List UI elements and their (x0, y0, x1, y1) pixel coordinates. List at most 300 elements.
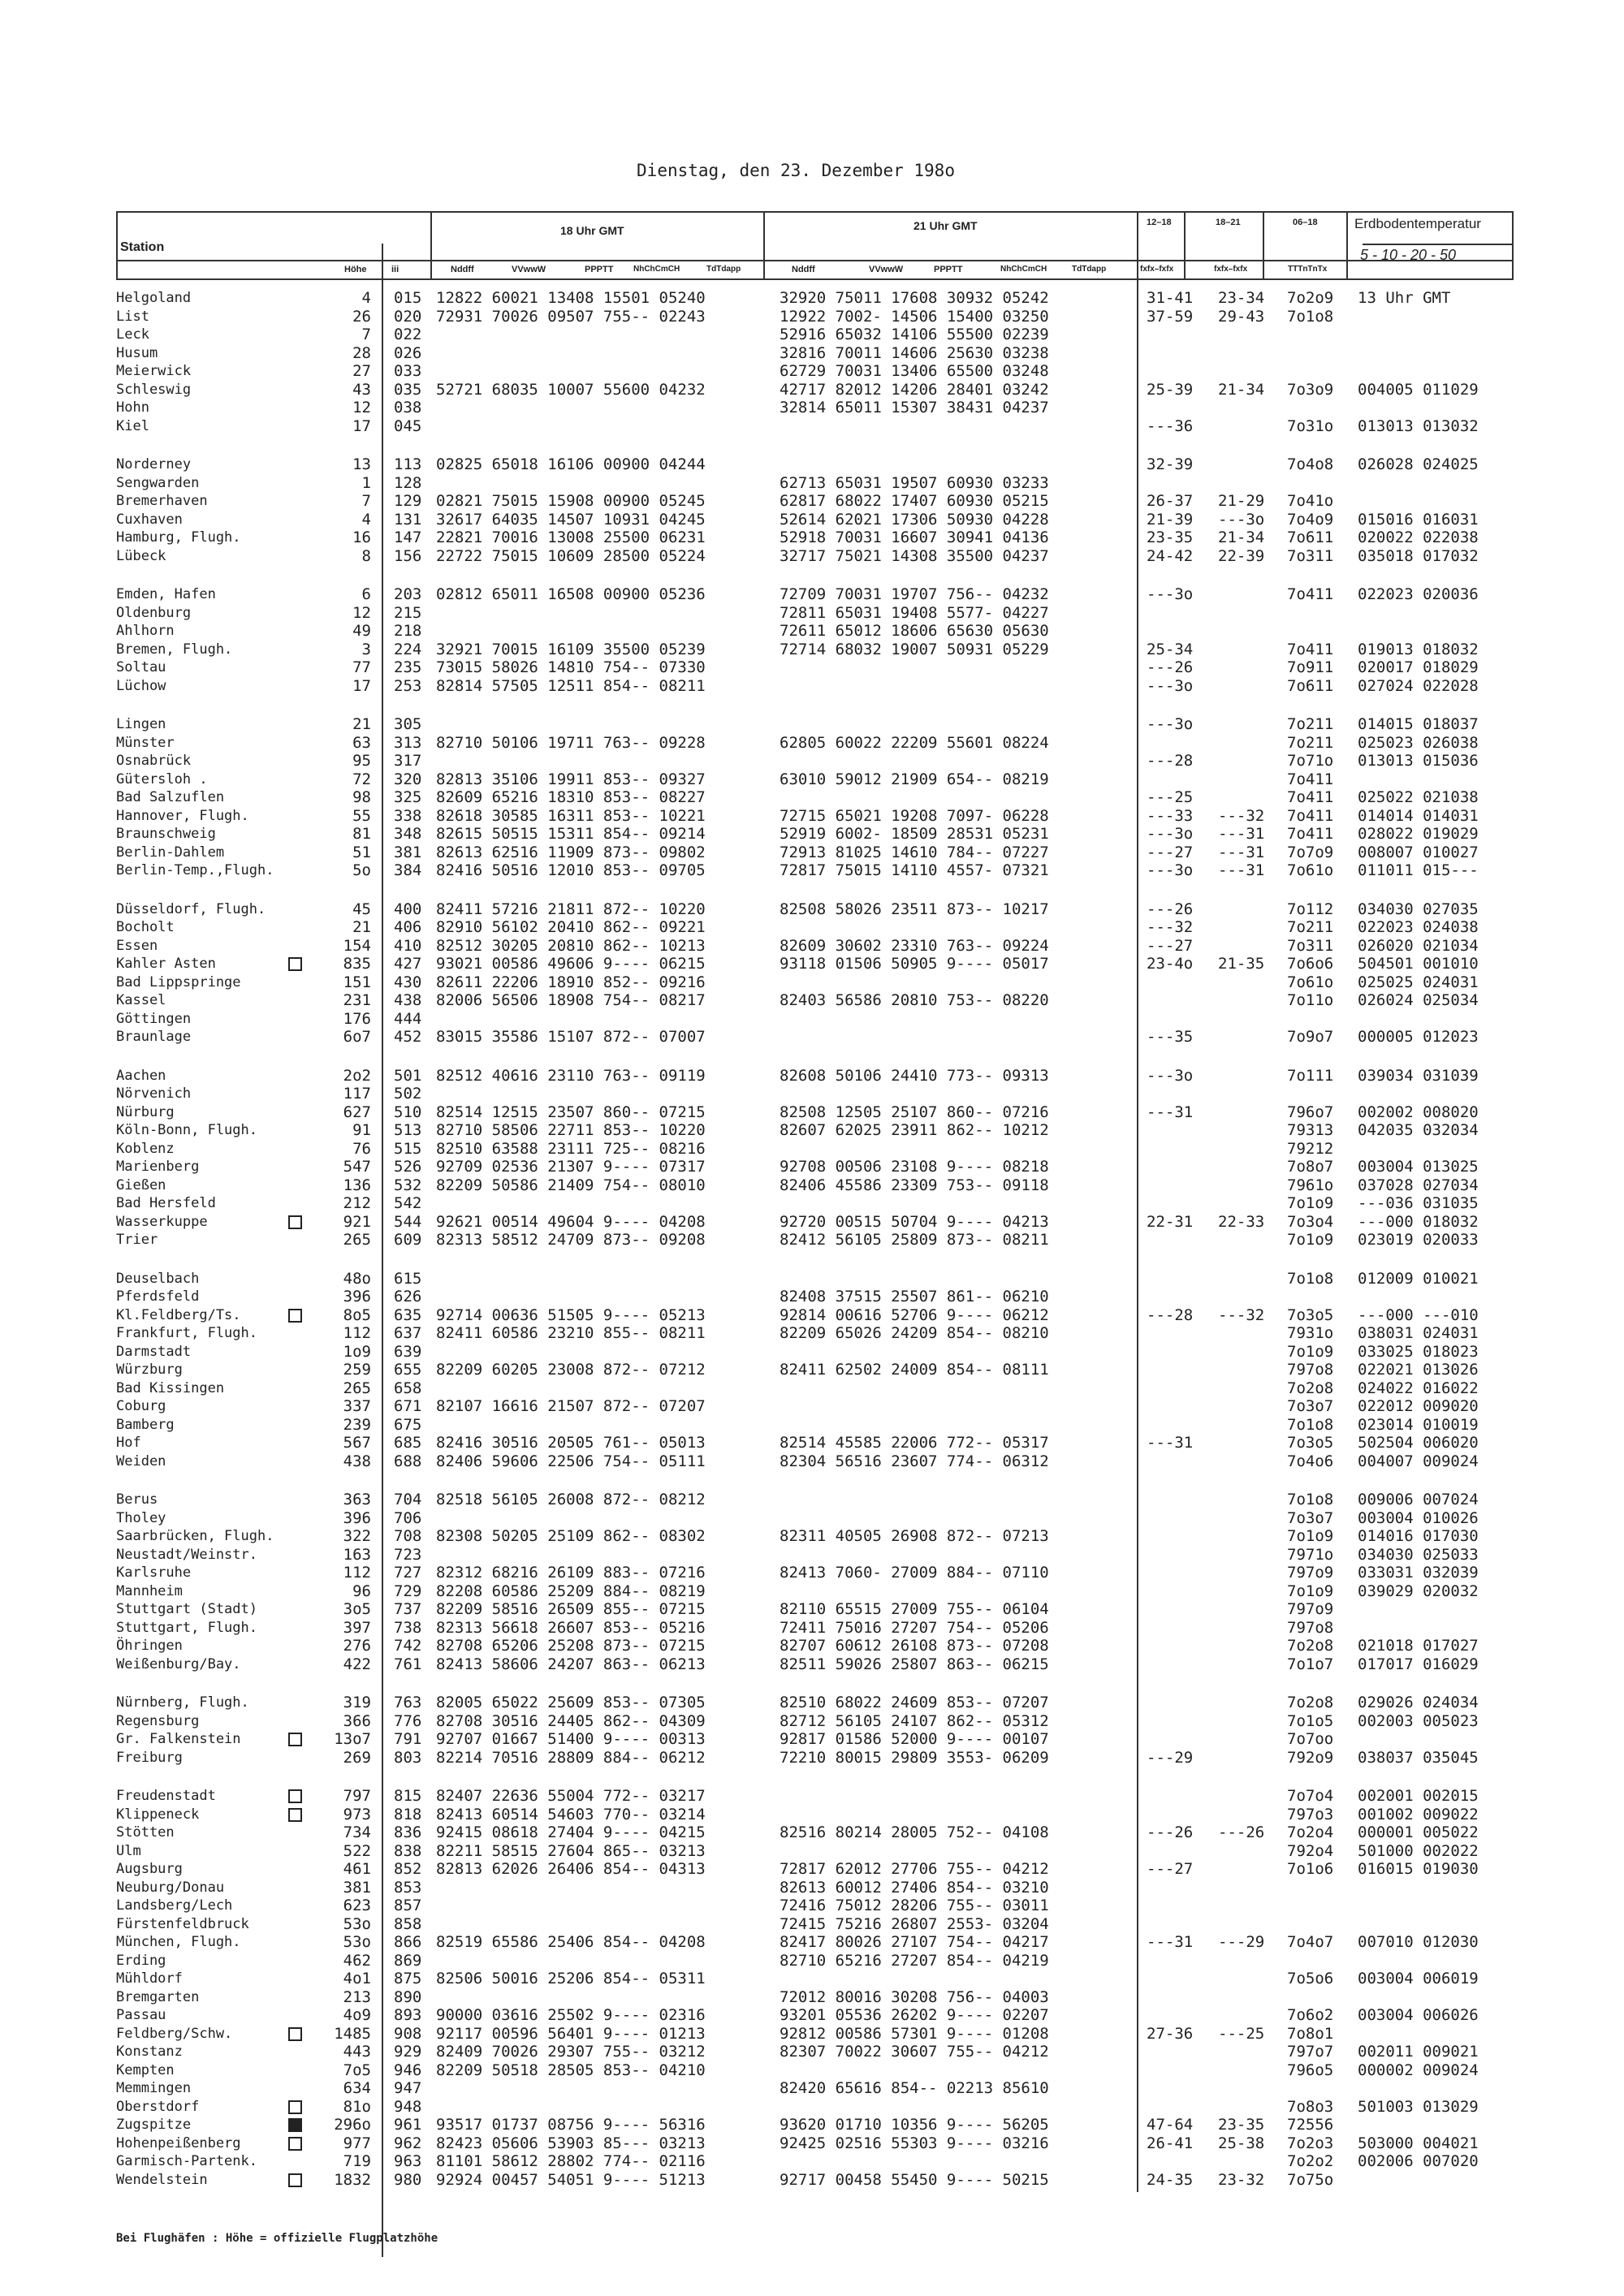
soil-temps: 504501 001010 (1358, 955, 1479, 973)
soil-temps: 013013 015036 (1358, 752, 1479, 770)
period-1218: ---26 (1147, 1823, 1194, 1841)
station-name: Ahlhorn (116, 623, 175, 639)
table-row (0, 1452, 1624, 1470)
table-row (0, 1988, 1624, 2006)
obs-18gmt: 92415 08618 27404 9---- 04215 (436, 1823, 706, 1841)
station-name: Kl.Feldberg/Ts. (116, 1306, 241, 1323)
obs-18gmt: 82518 56105 26008 872-- 08212 (436, 1491, 706, 1508)
soil-temps: 501000 002022 (1358, 1841, 1479, 1860)
obs-21gmt: 82511 59026 25807 863-- 06215 (780, 1655, 1049, 1673)
station-number: 738 (394, 1618, 422, 1637)
station-hoehe: 48o (343, 1269, 371, 1288)
soil-temps: ---036 031035 (1358, 1194, 1479, 1212)
station-hoehe: 462 (343, 1951, 371, 1970)
table-row (0, 1860, 1624, 1878)
soil-temps: 028022 019029 (1358, 825, 1479, 843)
table-row (0, 1600, 1624, 1618)
table-row (0, 1213, 1624, 1231)
period-1821: 22-39 (1218, 546, 1265, 565)
station-number: 515 (394, 1139, 422, 1158)
temp-extremes: 7o911 (1287, 658, 1334, 676)
obs-21gmt: 62817 68022 17407 60930 05215 (780, 492, 1049, 510)
station-number: 156 (394, 546, 422, 565)
header-21-tt: TdTdapp (1072, 265, 1107, 274)
station-name: List (116, 308, 149, 325)
soil-temps: 000005 012023 (1358, 1028, 1479, 1046)
temp-extremes: 7o611 (1287, 676, 1334, 695)
table-row (0, 1158, 1624, 1176)
station-name: Lingen (116, 716, 166, 732)
table-row (0, 2098, 1624, 2116)
period-1218: 21-39 (1147, 510, 1194, 529)
station-number: 961 (394, 2116, 422, 2134)
table-row (0, 2006, 1624, 2024)
station-name: Stuttgart, Flugh. (116, 1619, 257, 1636)
obs-18gmt: 92924 00457 54051 9---- 51213 (436, 2170, 706, 2189)
obs-18gmt: 82209 58516 26509 855-- 07215 (436, 1600, 706, 1618)
obs-18gmt: 82512 30205 20810 862-- 10213 (436, 936, 706, 955)
table-row (0, 825, 1624, 843)
table-row (0, 1619, 1624, 1637)
station-number: 501 (394, 1066, 422, 1085)
station-number: 869 (394, 1951, 422, 1970)
obs-18gmt: 82411 60586 23210 855-- 08211 (436, 1324, 706, 1342)
soil-temps: 033025 018023 (1358, 1342, 1479, 1361)
station-name: Regensburg (116, 1712, 200, 1729)
obs-18gmt: 93517 01737 08756 9---- 56316 (436, 2116, 706, 2134)
period-1218: 47-64 (1147, 2116, 1194, 2134)
soil-temps: 037028 027034 (1358, 1176, 1479, 1194)
station-name: Darmstadt (116, 1343, 192, 1360)
station-name: Karlsruhe (116, 1564, 192, 1581)
station-name: Stuttgart (Stadt) (116, 1601, 257, 1617)
station-hoehe: 13 (352, 455, 371, 473)
table-row (0, 1028, 1624, 1046)
obs-18gmt: 82708 65206 25208 873-- 07215 (436, 1637, 706, 1655)
header-18-tt: TdTdapp (706, 265, 741, 274)
station-hoehe: 53o (343, 1933, 371, 1951)
obs-18gmt: 92117 00596 56401 9---- 01213 (436, 2024, 706, 2043)
temp-extremes: 7o2o4 (1287, 1823, 1334, 1841)
station-hoehe: 7 (361, 326, 371, 343)
station-number: 544 (394, 1212, 422, 1231)
table-row (0, 1379, 1624, 1397)
station-hoehe: 269 (343, 1748, 371, 1767)
table-row (0, 861, 1624, 879)
station-hoehe: 634 (343, 2079, 371, 2097)
obs-21gmt: 82712 56105 24107 862-- 05312 (780, 1711, 1049, 1730)
station-number: 836 (394, 1823, 422, 1841)
header-18-ppptt: PPPTT (585, 265, 614, 274)
soil-temps: 016015 019030 (1358, 1860, 1479, 1878)
header-period-0618: 06–18 (1293, 218, 1318, 227)
station-number: 147 (394, 529, 422, 546)
temp-extremes: 7o4o8 (1287, 455, 1334, 473)
temp-extremes: 79313 (1287, 1121, 1334, 1139)
station-name: Münster (116, 734, 175, 751)
station-name: Nürburg (116, 1103, 175, 1120)
station-hoehe: 212 (343, 1194, 371, 1212)
station-number: 325 (394, 788, 422, 806)
station-number: 400 (394, 900, 422, 918)
temp-extremes: 7o411 (1287, 788, 1334, 806)
soil-temps: 003004 010026 (1358, 1508, 1479, 1527)
period-1218: ---3o (1147, 676, 1194, 695)
station-hoehe: 396 (343, 1288, 371, 1306)
header-erdboden: Erdbodentemperatur (1354, 216, 1481, 231)
station-hoehe: 53o (343, 1914, 371, 1933)
station-hoehe: 461 (343, 1860, 371, 1878)
soil-temps: 002001 002015 (1358, 1787, 1479, 1805)
obs-21gmt: 82311 40505 26908 872-- 07213 (780, 1527, 1049, 1545)
station-number: 430 (394, 973, 422, 991)
soil-temps: 002002 008020 (1358, 1103, 1479, 1121)
soil-temps: 000002 009024 (1358, 2061, 1479, 2079)
obs-21gmt: 52614 62021 17306 50930 04228 (780, 510, 1049, 529)
station-hoehe: 5o (352, 861, 371, 879)
station-number: 893 (394, 2006, 422, 2024)
obs-18gmt: 82710 50106 19711 763-- 09228 (436, 733, 706, 752)
period-1821: ---32 (1218, 806, 1265, 825)
temp-extremes: 7o71o (1287, 752, 1334, 770)
station-hoehe: 319 (343, 1694, 371, 1711)
period-1821: ---31 (1218, 843, 1265, 861)
soil-temps: 017017 016029 (1358, 1655, 1479, 1673)
station-number: 852 (394, 1860, 422, 1878)
temp-extremes: 7o2o3 (1287, 2134, 1334, 2152)
obs-21gmt: 92708 00506 23108 9---- 08218 (780, 1158, 1049, 1176)
obs-18gmt: 12822 60021 13408 15501 05240 (436, 289, 706, 307)
obs-21gmt: 82307 70022 30607 755-- 04212 (780, 2043, 1049, 2061)
station-name: Aachen (116, 1067, 166, 1084)
page-title: Dienstag, den 23. Dezember 198o (637, 161, 955, 180)
station-name: Freiburg (116, 1749, 183, 1766)
station-number: 963 (394, 2152, 422, 2170)
station-hoehe: 76 (352, 1139, 371, 1158)
station-number: 348 (394, 825, 422, 843)
station-name: Erding (116, 1952, 166, 1969)
station-number: 723 (394, 1545, 422, 1564)
station-hoehe: 547 (343, 1158, 371, 1176)
obs-18gmt: 82416 30516 20505 761-- 05013 (436, 1434, 706, 1452)
temp-extremes: 7o3o5 (1287, 1434, 1334, 1452)
obs-18gmt: 73015 58026 14810 754-- 07330 (436, 658, 706, 676)
open-square-icon (288, 2027, 302, 2041)
station-hoehe: 12 (352, 603, 371, 622)
temp-extremes: 797o3 (1287, 1805, 1334, 1823)
period-1218: ---3o (1147, 585, 1194, 603)
station-name: Göttingen (116, 1010, 192, 1027)
station-number: 658 (394, 1379, 422, 1397)
table-row (0, 955, 1624, 973)
period-1218: 24-42 (1147, 546, 1194, 565)
temp-extremes: 7o611 (1287, 529, 1334, 546)
obs-21gmt: 82710 65216 27207 854-- 04219 (780, 1951, 1049, 1970)
footnote: Bei Flughäfen : Höhe = offizielle Flugplatzhöhe (116, 2232, 438, 2245)
obs-18gmt: 82413 60514 54603 770-- 03214 (436, 1805, 706, 1823)
station-name: Coburg (116, 1398, 166, 1414)
station-name: Fürstenfeldbruck (116, 1915, 249, 1932)
station-number: 532 (394, 1176, 422, 1194)
station-number: 438 (394, 991, 422, 1009)
station-number: 727 (394, 1564, 422, 1582)
station-number: 526 (394, 1158, 422, 1176)
station-name: Mühldorf (116, 1970, 183, 1987)
station-name: Oldenburg (116, 604, 192, 621)
period-1218: 25-39 (1147, 380, 1194, 399)
station-name: Konstanz (116, 2044, 183, 2060)
period-1218: ---26 (1147, 658, 1194, 676)
station-hoehe: 6 (361, 585, 371, 603)
station-number: 671 (394, 1397, 422, 1415)
soil-temps: 014015 018037 (1358, 715, 1479, 733)
obs-21gmt: 72715 65021 19208 7097- 06228 (780, 806, 1049, 825)
station-hoehe: 921 (343, 1212, 371, 1231)
period-1821: 25-38 (1218, 2134, 1265, 2152)
station-hoehe: 98 (352, 788, 371, 806)
temp-extremes: 797o8 (1287, 1361, 1334, 1379)
period-1821: 23-34 (1218, 289, 1265, 307)
soil-temps: 009006 007024 (1358, 1491, 1479, 1508)
obs-18gmt: 82308 50205 25109 862-- 08302 (436, 1527, 706, 1545)
period-1218: ---25 (1147, 788, 1194, 806)
station-name: Landsberg/Lech (116, 1897, 233, 1914)
table-row (0, 1694, 1624, 1711)
station-hoehe: 51 (352, 843, 371, 861)
temp-extremes: 7o411 (1287, 640, 1334, 658)
period-1821: ---29 (1218, 1933, 1265, 1951)
station-name: Soltau (116, 659, 166, 675)
obs-21gmt: 52916 65032 14106 55500 02239 (780, 326, 1049, 343)
soil-temps: 015016 016031 (1358, 510, 1479, 529)
obs-18gmt: 02812 65011 16508 00900 05236 (436, 585, 706, 603)
obs-18gmt: 90000 03616 25502 9---- 02316 (436, 2006, 706, 2024)
header-period-1218: 12–18 (1147, 218, 1172, 227)
station-name: Memmingen (116, 2080, 192, 2096)
obs-21gmt: 93118 01506 50905 9---- 05017 (780, 955, 1049, 973)
table-row (0, 289, 1624, 307)
table-row (0, 1067, 1624, 1085)
station-name: Nürnberg, Flugh. (116, 1694, 249, 1711)
station-hoehe: 4 (361, 289, 371, 307)
soil-temps: 038031 024031 (1358, 1324, 1479, 1342)
obs-18gmt: 82406 59606 22506 754-- 05111 (436, 1452, 706, 1470)
station-name: Neuburg/Donau (116, 1879, 225, 1896)
station-number: 615 (394, 1269, 422, 1288)
station-hoehe: 7 (361, 492, 371, 510)
open-square-icon (288, 1215, 302, 1229)
temp-extremes: 7o7o9 (1287, 843, 1334, 861)
station-hoehe: 438 (343, 1452, 371, 1470)
header-period-1821: 18–21 (1216, 218, 1241, 227)
temp-extremes: 7o4o6 (1287, 1452, 1334, 1470)
obs-18gmt: 82209 60205 23008 872-- 07212 (436, 1361, 706, 1379)
obs-18gmt: 82407 22636 55004 772-- 03217 (436, 1787, 706, 1805)
station-name: Marienberg (116, 1159, 200, 1175)
station-hoehe: 96 (352, 1582, 371, 1600)
table-row (0, 362, 1624, 380)
obs-18gmt: 32921 70015 16109 35500 05239 (436, 640, 706, 658)
obs-21gmt: 72714 68032 19007 50931 05229 (780, 640, 1049, 658)
station-number: 980 (394, 2170, 422, 2189)
station-hoehe: 231 (343, 991, 371, 1009)
station-number: 635 (394, 1306, 422, 1324)
obs-18gmt: 82313 56618 26607 853-- 05216 (436, 1618, 706, 1637)
temp-extremes: 7o5o6 (1287, 1970, 1334, 1987)
obs-18gmt: 82411 57216 21811 872-- 10220 (436, 900, 706, 918)
obs-21gmt: 92812 00586 57301 9---- 01208 (780, 2024, 1049, 2043)
station-number: 444 (394, 1009, 422, 1028)
station-name: Hannover, Flugh. (116, 807, 249, 824)
station-name: Osnabrück (116, 753, 192, 769)
temp-extremes: 7o1o8 (1287, 307, 1334, 326)
station-hoehe: 627 (343, 1103, 371, 1121)
station-hoehe: 8 (361, 546, 371, 565)
obs-21gmt: 82406 45586 23309 753-- 09118 (780, 1176, 1049, 1194)
station-number: 708 (394, 1527, 422, 1545)
station-name: Bocholt (116, 919, 175, 935)
obs-18gmt: 93021 00586 49606 9---- 06215 (436, 955, 706, 973)
station-number: 218 (394, 622, 422, 640)
soil-temps: 012009 010021 (1358, 1269, 1479, 1288)
obs-18gmt: 81101 58612 28802 774-- 02116 (436, 2152, 706, 2170)
obs-21gmt: 72210 80015 29809 3553- 06209 (780, 1748, 1049, 1767)
station-hoehe: 77 (352, 658, 371, 676)
open-square-icon (288, 2173, 302, 2187)
period-1218: 26-41 (1147, 2134, 1194, 2152)
open-square-icon (288, 2100, 302, 2114)
obs-18gmt: 82510 63588 23111 725-- 08216 (436, 1139, 706, 1158)
station-hoehe: 45 (352, 900, 371, 918)
table-row (0, 1527, 1624, 1545)
temp-extremes: 7o31o (1287, 416, 1334, 435)
station-number: 948 (394, 2097, 422, 2116)
obs-18gmt: 82006 56506 18908 754-- 08217 (436, 991, 706, 1009)
table-row (0, 2116, 1624, 2134)
table-row (0, 1749, 1624, 1767)
station-hoehe: 112 (343, 1324, 371, 1342)
obs-18gmt: 82209 50518 28505 853-- 04210 (436, 2061, 706, 2079)
period-1218: ---27 (1147, 936, 1194, 955)
obs-18gmt: 32617 64035 14507 10931 04245 (436, 510, 706, 529)
table-row (0, 1655, 1624, 1673)
period-1218: ---26 (1147, 900, 1194, 918)
header-18-nh: NhChCmCH (633, 265, 680, 274)
station-name: Hohenpeißenberg (116, 2134, 241, 2151)
obs-21gmt: 72611 65012 18606 65630 05630 (780, 622, 1049, 640)
open-square-icon (288, 2137, 302, 2151)
station-hoehe: 265 (343, 1379, 371, 1397)
station-name: Berlin-Temp.,Flugh. (116, 862, 274, 878)
station-name: Schleswig (116, 381, 192, 398)
header-sub-0618: TTTnTnTx (1288, 265, 1328, 274)
station-hoehe: 163 (343, 1545, 371, 1564)
table-row (0, 1564, 1624, 1582)
station-hoehe: 719 (343, 2152, 371, 2170)
obs-21gmt: 72817 62012 27706 755-- 04212 (780, 1860, 1049, 1878)
station-name: Bad Hersfeld (116, 1195, 216, 1211)
table-row (0, 1361, 1624, 1379)
station-number: 384 (394, 861, 422, 879)
obs-18gmt: 82211 58515 27604 865-- 03213 (436, 1841, 706, 1860)
period-1218: ---35 (1147, 1028, 1194, 1046)
table-row (0, 1176, 1624, 1194)
period-1218: ---27 (1147, 843, 1194, 861)
temp-extremes: 7o3o7 (1287, 1508, 1334, 1527)
station-number: 729 (394, 1582, 422, 1600)
station-name: Bad Salzuflen (116, 789, 225, 805)
obs-21gmt: 82413 7060- 27009 884-- 07110 (780, 1564, 1049, 1582)
soil-temps: 025023 026038 (1358, 733, 1479, 752)
obs-21gmt: 82417 80026 27107 754-- 04217 (780, 1933, 1049, 1951)
obs-21gmt: 82516 80214 28005 752-- 04108 (780, 1823, 1049, 1841)
temp-extremes: 7o1o9 (1287, 1582, 1334, 1600)
station-hoehe: 259 (343, 1361, 371, 1379)
station-number: 038 (394, 399, 422, 416)
header-depths: 5 - 10 - 20 - 50 (1360, 247, 1457, 263)
header-sub-1218: fxfx–fxfx (1140, 265, 1174, 274)
temp-extremes: 7o211 (1287, 715, 1334, 733)
station-number: 908 (394, 2024, 422, 2043)
temp-extremes: 7o3o5 (1287, 1306, 1334, 1324)
period-1218: ---28 (1147, 752, 1194, 770)
obs-21gmt: 82412 56105 25809 873-- 08211 (780, 1231, 1049, 1249)
station-hoehe: 12 (352, 399, 371, 416)
obs-18gmt: 52721 68035 10007 55600 04232 (436, 380, 706, 399)
period-1218: 23-35 (1147, 529, 1194, 546)
header-sub-1821: fxfx–fxfx (1214, 265, 1248, 274)
obs-18gmt: 82618 30585 16311 853-- 10221 (436, 806, 706, 825)
soil-temps: 008007 010027 (1358, 843, 1479, 861)
station-hoehe: 835 (343, 955, 371, 973)
station-name: Augsburg (116, 1861, 183, 1877)
temp-extremes: 792o9 (1287, 1748, 1334, 1767)
station-name: Sengwarden (116, 474, 200, 491)
temp-extremes: 7o2o8 (1287, 1379, 1334, 1397)
station-hoehe: 522 (343, 1841, 371, 1860)
station-number: 022 (394, 326, 422, 343)
station-name: Tholey (116, 1509, 166, 1526)
period-1218: 27-36 (1147, 2024, 1194, 2043)
header-21-vvwww: VVwwW (869, 265, 904, 274)
open-square-icon (288, 1733, 302, 1746)
soil-temps: 022012 009020 (1358, 1397, 1479, 1415)
station-hoehe: 16 (352, 529, 371, 546)
temp-extremes: 7o411 (1287, 770, 1334, 788)
header-18-nddff: Nddff (451, 265, 474, 274)
temp-extremes: 7o8o7 (1287, 1158, 1334, 1176)
station-number: 815 (394, 1787, 422, 1805)
soil-temps: 039034 031039 (1358, 1066, 1479, 1085)
temp-extremes: 7o1o5 (1287, 1711, 1334, 1730)
station-number: 639 (394, 1342, 422, 1361)
station-number: 704 (394, 1491, 422, 1508)
table-row (0, 344, 1624, 362)
obs-18gmt: 92709 02536 21307 9---- 07317 (436, 1158, 706, 1176)
temp-extremes: 7o61o (1287, 861, 1334, 879)
temp-extremes: 7o2o8 (1287, 1694, 1334, 1711)
period-1218: 26-37 (1147, 492, 1194, 510)
station-hoehe: 977 (343, 2134, 371, 2152)
soil-temps: 022023 020036 (1358, 585, 1479, 603)
temp-extremes: 7o1o8 (1287, 1415, 1334, 1434)
station-number: 858 (394, 1914, 422, 1933)
station-number: 962 (394, 2134, 422, 2152)
soil-temps: 013013 013032 (1358, 416, 1479, 435)
obs-21gmt: 82613 60012 27406 854-- 03210 (780, 1878, 1049, 1897)
table-row (0, 2043, 1624, 2061)
station-hoehe: 7o5 (343, 2061, 371, 2079)
